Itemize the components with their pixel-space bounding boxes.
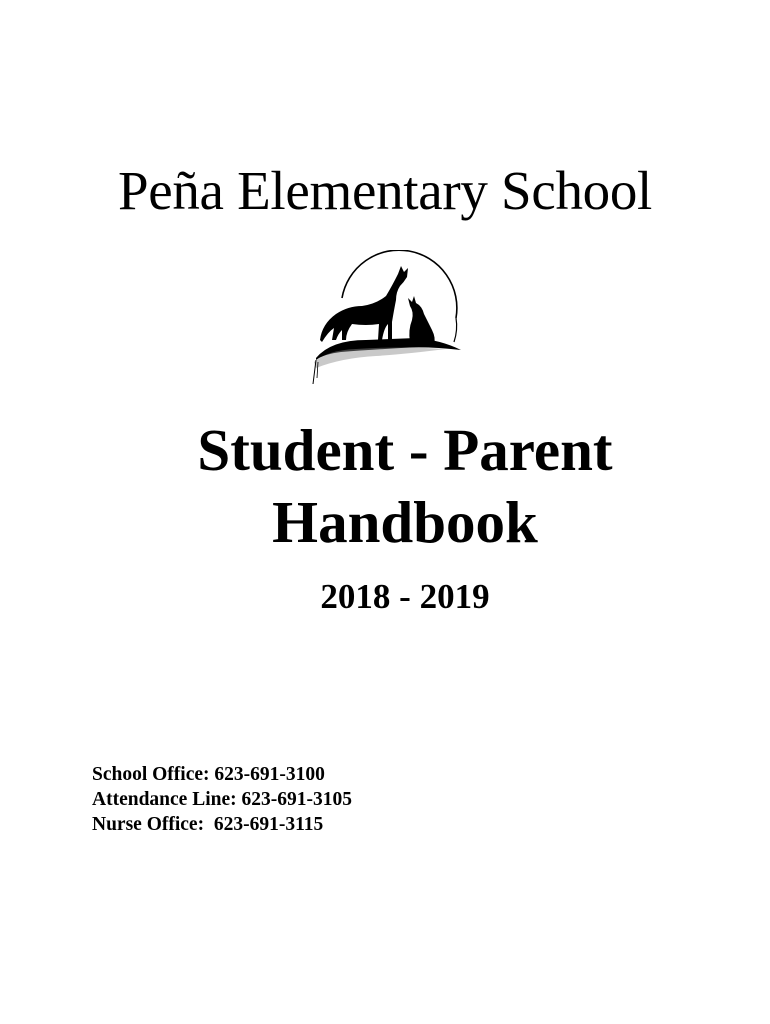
attendance-line-phone: Attendance Line: 623-691-3105 <box>92 789 352 810</box>
handbook-title-line-2: Handbook <box>272 489 538 555</box>
handbook-title-line-1: Student - Parent <box>197 417 613 483</box>
school-name: Peña Elementary School <box>117 160 653 221</box>
school-office-phone: School Office: 623-691-3100 <box>92 764 325 785</box>
contact-info <box>92 762 352 837</box>
nurse-office-phone: Nurse Office: 623-691-3115 <box>92 814 324 835</box>
school-year: 2018 - 2019 <box>320 577 490 616</box>
howling-wolves-logo-icon <box>306 250 466 385</box>
